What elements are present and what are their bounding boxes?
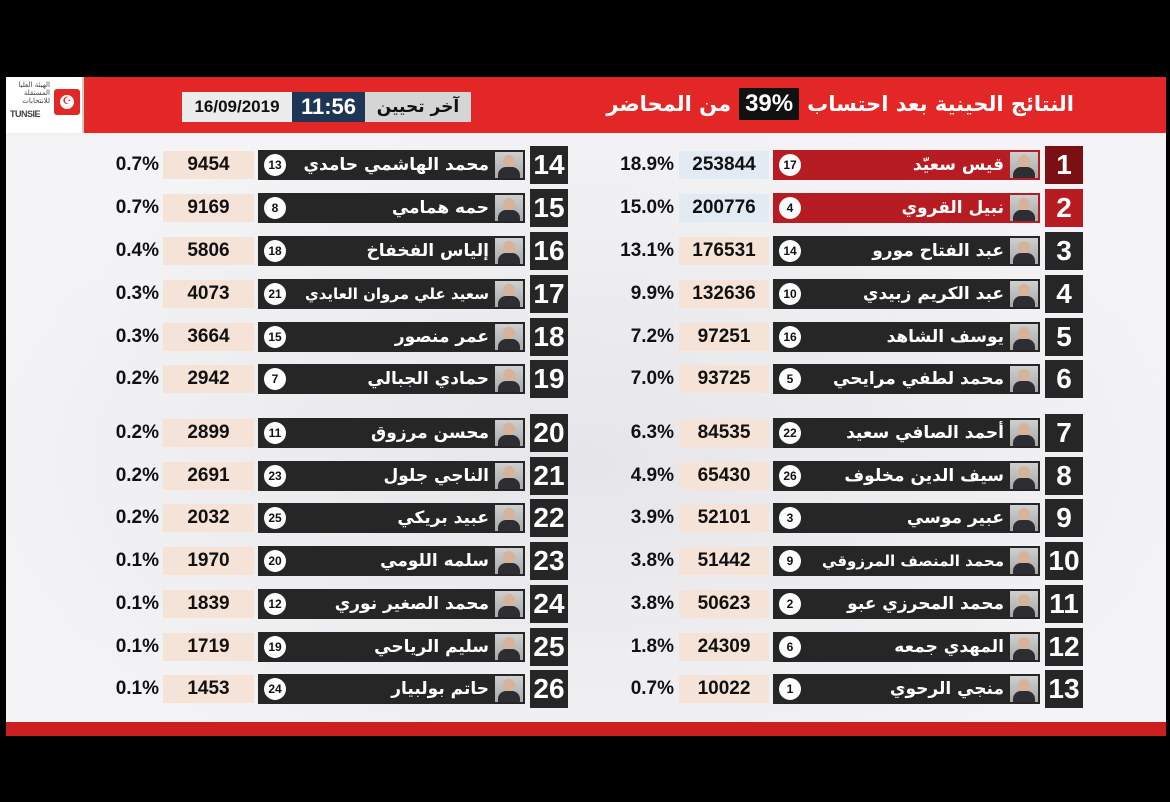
ballot-number-badge: 14	[779, 240, 801, 262]
candidate-name-bar	[258, 461, 525, 491]
candidate-votes: 2942	[163, 365, 254, 393]
candidate-percent: 4.9%	[630, 465, 674, 486]
candidate-photo	[495, 195, 523, 221]
ballot-number-badge: 15	[264, 326, 286, 348]
candidate-row	[6, 418, 1166, 448]
headline	[606, 87, 1074, 121]
photo-body	[498, 691, 520, 702]
candidate-name: يوسف الشاهد	[886, 327, 1004, 347]
candidate-votes: 1970	[163, 547, 254, 575]
candidate-name-bar	[258, 150, 525, 180]
photo-body	[498, 339, 520, 350]
candidate-name: محمد لطفي مرايحي	[833, 369, 1004, 389]
candidate-row	[6, 632, 1166, 662]
candidate-votes: 1453	[163, 675, 254, 703]
candidate-name: عبد الكريم زبيدي	[862, 284, 1004, 304]
ballot-number-badge: 9	[779, 550, 801, 572]
candidate-percent: 0.3%	[115, 283, 159, 304]
candidate-percent: 7.2%	[630, 326, 674, 347]
candidate-name: إلياس الفخفاخ	[366, 241, 489, 261]
candidate-rank: 3	[1045, 232, 1083, 270]
candidate-photo	[495, 238, 523, 264]
candidate-name-bar	[258, 632, 525, 662]
candidate-votes: 4073	[163, 280, 254, 308]
ballot-number-badge: 12	[264, 593, 286, 615]
candidate-rank: 10	[1045, 542, 1083, 580]
candidate-votes: 2032	[163, 504, 254, 532]
candidate-row	[6, 589, 1166, 619]
candidate-votes: 132636	[679, 280, 769, 308]
candidate-percent: 3.8%	[630, 550, 674, 571]
candidate-name: نبيل القروي	[901, 198, 1004, 218]
candidate-rank: 20	[530, 414, 568, 452]
candidate-percent: 1.8%	[630, 636, 674, 657]
candidate-name: سليم الرياحي	[374, 637, 489, 657]
candidate-rank: 26	[530, 670, 568, 708]
ballot-number-badge: 13	[264, 154, 286, 176]
candidate-row	[6, 364, 1166, 394]
candidate-name-bar	[258, 503, 525, 533]
update-time: 11:56	[292, 92, 365, 122]
candidate-votes: 65430	[679, 462, 769, 490]
candidate-name-bar	[258, 236, 525, 266]
candidate-row	[6, 674, 1166, 704]
candidate-rank: 1	[1045, 146, 1083, 184]
candidate-photo	[495, 324, 523, 350]
candidate-photo	[495, 281, 523, 307]
candidate-name: محسن مرزوق	[371, 423, 489, 443]
photo-body	[498, 253, 520, 264]
candidate-percent: 9.9%	[630, 283, 674, 304]
candidate-row	[6, 322, 1166, 352]
candidate-name-bar	[258, 364, 525, 394]
candidate-name: عبيد بريكي	[397, 508, 489, 528]
candidate-name: سيف الدين مخلوف	[844, 466, 1004, 486]
candidate-photo	[495, 152, 523, 178]
bottom-bar	[6, 722, 1166, 736]
percent-counted: 39%	[739, 88, 799, 120]
candidate-rank: 24	[530, 585, 568, 623]
photo-body	[498, 520, 520, 531]
candidate-row	[6, 461, 1166, 491]
candidate-votes: 51442	[679, 547, 769, 575]
candidate-votes: 2899	[163, 419, 254, 447]
ballot-number-badge: 3	[779, 507, 801, 529]
candidate-name: محمد الصغير نوري	[334, 594, 489, 614]
candidate-votes: 9454	[163, 151, 254, 179]
candidate-photo	[495, 420, 523, 446]
candidate-name-bar	[258, 418, 525, 448]
photo-body	[498, 167, 520, 178]
logo-text: الهيئة العليا المستقلة للانتخابات	[18, 81, 50, 105]
candidate-rank: 13	[1045, 670, 1083, 708]
ballot-number-badge: 23	[264, 465, 286, 487]
candidate-votes: 24309	[679, 633, 769, 661]
ballot-number-badge: 18	[264, 240, 286, 262]
candidate-name: عبد الفتاح مورو	[872, 241, 1004, 261]
ballot-number-badge: 25	[264, 507, 286, 529]
candidate-name: سعيد علي مروان العايدي	[304, 285, 489, 303]
candidate-name-bar	[258, 589, 525, 619]
candidate-rank: 23	[530, 542, 568, 580]
photo-body	[498, 649, 520, 660]
candidate-photo	[495, 591, 523, 617]
candidate-percent: 3.8%	[630, 593, 674, 614]
candidate-rank: 12	[1045, 628, 1083, 666]
photo-body	[498, 435, 520, 446]
candidate-percent: 0.3%	[115, 326, 159, 347]
ballot-number-badge: 19	[264, 636, 286, 658]
candidate-row	[6, 150, 1166, 180]
candidate-percent: 0.2%	[115, 368, 159, 389]
candidate-name: عبير موسي	[906, 508, 1004, 528]
candidate-percent: 0.1%	[115, 593, 159, 614]
update-date: 16/09/2019	[182, 92, 292, 122]
candidate-votes: 1719	[163, 633, 254, 661]
ballot-number-badge: 24	[264, 678, 286, 700]
candidate-rank: 21	[530, 457, 568, 495]
headline-prefix: النتائج الحينية بعد احتساب	[807, 92, 1074, 116]
candidate-percent: 0.2%	[115, 507, 159, 528]
photo-body	[498, 296, 520, 307]
candidate-percent: 15.0%	[620, 197, 674, 218]
crescent-star-icon: ☪	[60, 95, 74, 109]
candidate-name: محمد المحرزي عبو	[847, 594, 1004, 614]
candidate-photo	[495, 505, 523, 531]
candidate-name-bar	[258, 322, 525, 352]
candidate-rank: 6	[1045, 360, 1083, 398]
tunisia-flag-icon	[54, 89, 80, 115]
candidate-percent: 18.9%	[620, 154, 674, 175]
candidate-votes: 176531	[679, 237, 769, 265]
candidate-name: قيس سعيّد	[912, 155, 1004, 175]
candidate-percent: 0.7%	[630, 678, 674, 699]
isie-logo	[6, 77, 84, 133]
candidate-votes: 9169	[163, 194, 254, 222]
ballot-number-badge: 7	[264, 368, 286, 390]
candidate-photo	[495, 634, 523, 660]
ballot-number-badge: 4	[779, 197, 801, 219]
update-label: آخر تحيين	[365, 92, 471, 122]
photo-body	[498, 478, 520, 489]
ballot-number-badge: 11	[264, 422, 286, 444]
candidate-name: محمد المنصف المرزوقي	[822, 552, 1004, 570]
ballot-number-badge: 1	[779, 678, 801, 700]
photo-body	[498, 210, 520, 221]
candidate-name-bar	[258, 674, 525, 704]
candidate-percent: 0.1%	[115, 678, 159, 699]
candidate-name: أحمد الصافي سعيد	[846, 423, 1004, 443]
ballot-number-badge: 21	[264, 283, 286, 305]
candidate-row	[6, 546, 1166, 576]
candidate-votes: 52101	[679, 504, 769, 532]
candidate-votes: 10022	[679, 675, 769, 703]
candidate-name: سلمه اللومي	[380, 551, 489, 571]
candidate-rank: 15	[530, 189, 568, 227]
ballot-number-badge: 20	[264, 550, 286, 572]
candidate-rank: 16	[530, 232, 568, 270]
candidate-name-bar	[258, 546, 525, 576]
candidate-name-bar	[258, 279, 525, 309]
candidate-rank: 2	[1045, 189, 1083, 227]
candidate-votes: 50623	[679, 590, 769, 618]
candidate-rank: 5	[1045, 318, 1083, 356]
candidate-row	[6, 193, 1166, 223]
candidate-name: عمر منصور	[394, 327, 489, 347]
ballot-number-badge: 22	[779, 422, 801, 444]
photo-body	[498, 606, 520, 617]
candidate-percent: 0.2%	[115, 422, 159, 443]
ballot-number-badge: 17	[779, 154, 801, 176]
candidate-percent: 13.1%	[620, 240, 674, 261]
candidate-photo	[495, 548, 523, 574]
candidate-percent: 0.7%	[115, 154, 159, 175]
candidate-percent: 3.9%	[630, 507, 674, 528]
ballot-number-badge: 16	[779, 326, 801, 348]
ballot-number-badge: 10	[779, 283, 801, 305]
candidate-rank: 9	[1045, 499, 1083, 537]
candidate-rank: 8	[1045, 457, 1083, 495]
candidate-name: منجي الرحوي	[889, 679, 1004, 699]
candidate-name: حمه همامي	[391, 198, 489, 218]
ballot-number-badge: 8	[264, 197, 286, 219]
candidate-percent: 7.0%	[630, 368, 674, 389]
candidate-rank: 14	[530, 146, 568, 184]
last-update	[182, 92, 471, 122]
candidate-row	[6, 503, 1166, 533]
candidate-rank: 19	[530, 360, 568, 398]
candidate-votes: 84535	[679, 419, 769, 447]
header-bar	[6, 77, 1166, 133]
candidate-rank: 4	[1045, 275, 1083, 313]
candidate-name-bar	[258, 193, 525, 223]
candidate-votes: 2691	[163, 462, 254, 490]
candidate-rank: 18	[530, 318, 568, 356]
candidate-photo	[495, 463, 523, 489]
candidate-percent: 0.7%	[115, 197, 159, 218]
candidate-rank: 7	[1045, 414, 1083, 452]
headline-suffix: من المحاضر	[606, 92, 732, 116]
candidate-name: حمادي الجبالي	[367, 369, 489, 389]
candidate-votes: 200776	[679, 194, 769, 222]
candidate-votes: 97251	[679, 323, 769, 351]
candidate-name: محمد الهاشمي حامدي	[303, 155, 489, 175]
candidate-rank: 25	[530, 628, 568, 666]
ballot-number-badge: 26	[779, 465, 801, 487]
candidate-photo	[495, 366, 523, 392]
candidate-votes: 1839	[163, 590, 254, 618]
candidate-photo	[495, 676, 523, 702]
candidate-rank: 17	[530, 275, 568, 313]
candidate-rank: 11	[1045, 585, 1083, 623]
candidate-percent: 0.2%	[115, 465, 159, 486]
candidate-percent: 0.4%	[115, 240, 159, 261]
candidate-name: الناجي جلول	[383, 466, 489, 486]
candidate-row	[6, 279, 1166, 309]
candidate-percent: 0.1%	[115, 550, 159, 571]
logo-abbr: TUNSIE	[10, 109, 41, 119]
results-panel	[6, 77, 1166, 736]
candidate-name: حاتم بولبيار	[391, 679, 489, 699]
candidate-rank: 22	[530, 499, 568, 537]
candidate-name: المهدي جمعه	[894, 637, 1004, 657]
candidate-votes: 5806	[163, 237, 254, 265]
candidate-row	[6, 236, 1166, 266]
photo-body	[498, 563, 520, 574]
candidate-percent: 0.1%	[115, 636, 159, 657]
candidate-votes: 3664	[163, 323, 254, 351]
candidate-votes: 253844	[679, 151, 769, 179]
candidate-votes: 93725	[679, 365, 769, 393]
candidate-percent: 6.3%	[630, 422, 674, 443]
ballot-number-badge: 5	[779, 368, 801, 390]
photo-body	[498, 381, 520, 392]
ballot-number-badge: 6	[779, 636, 801, 658]
ballot-number-badge: 2	[779, 593, 801, 615]
